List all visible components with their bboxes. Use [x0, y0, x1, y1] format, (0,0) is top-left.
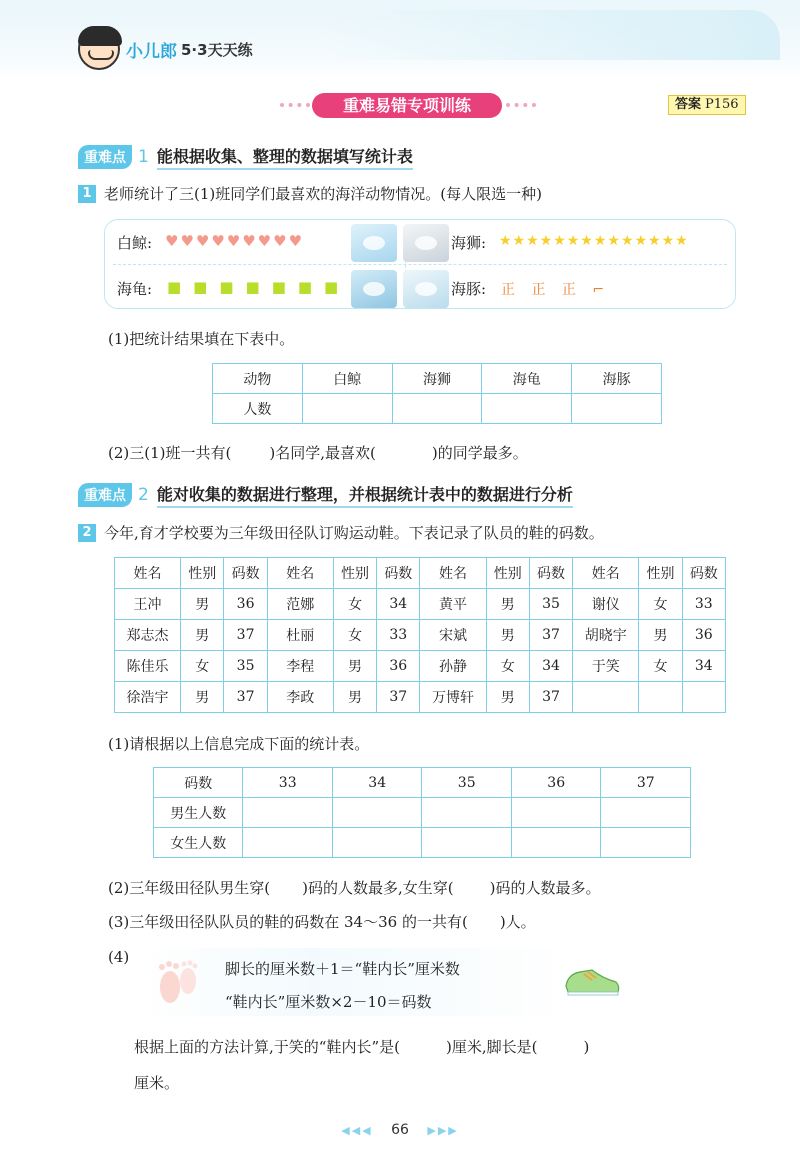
table-cell: 男 [639, 620, 682, 651]
question-number: 2 [78, 524, 96, 542]
question-text: 今年,育才学校要为三年级田径队订购运动鞋。下表记录了队员的鞋的码数。 [104, 524, 604, 542]
answer-cell[interactable] [422, 828, 512, 858]
table-cell: 男 [486, 589, 529, 620]
table-cell: 男 [333, 682, 376, 713]
page-title-block [280, 93, 540, 117]
brand-name: 小儿郎 [126, 41, 177, 62]
table-cell: 范娜 [267, 589, 333, 620]
table-cell: 男 [181, 620, 224, 651]
table-cell: 于笑 [573, 651, 639, 682]
table-cell: 女 [639, 651, 682, 682]
answer-cell[interactable] [332, 828, 422, 858]
answer-cell[interactable] [482, 394, 572, 424]
shoe-size-roster-table [114, 557, 726, 713]
answer-cell[interactable] [243, 798, 333, 828]
table-cell: 男 [181, 589, 224, 620]
table-cell: 宋斌 [420, 620, 486, 651]
answer-cell[interactable] [302, 394, 392, 424]
animal-count-table [212, 363, 662, 424]
table-header-cell: 姓名 [115, 558, 181, 589]
table-row [154, 768, 691, 798]
table-header-cell: 海龟 [482, 364, 572, 394]
table-header-cell: 白鲸 [302, 364, 392, 394]
table-cell: 36 [224, 589, 267, 620]
q1-sub2-text-a: (2)三(1)班一共有( [108, 444, 232, 462]
sea-turtle-picture [351, 270, 397, 308]
dolphin-label: 海豚: [451, 280, 487, 298]
page-number: 66 [391, 1122, 409, 1138]
table-header-cell: 35 [422, 768, 512, 798]
table-header-cell: 34 [332, 768, 422, 798]
answer-cell[interactable] [511, 828, 601, 858]
table-header-cell: 性别 [181, 558, 224, 589]
table-row [115, 620, 726, 651]
section-title: 能根据收集、整理的数据填写统计表 [157, 144, 413, 170]
table-cell: 万博轩 [420, 682, 486, 713]
table-header-cell: 码数 [154, 768, 243, 798]
table-cell: 33 [377, 620, 420, 651]
table-row [115, 682, 726, 713]
dots-right [506, 103, 536, 107]
table-cell: 37 [377, 682, 420, 713]
q2-sub1: (1)请根据以上信息完成下面的统计表。 [108, 735, 370, 753]
answer-cell[interactable] [422, 798, 512, 828]
table-cell: 杜丽 [267, 620, 333, 651]
star-icon: ★★★★★★★★★★★★★★ [499, 233, 689, 249]
section-title: 能对收集的数据进行整理，并根据统计表中的数据进行分析 [157, 482, 573, 508]
table-header-cell: 姓名 [420, 558, 486, 589]
q2-sub4-label: (4) [108, 948, 130, 966]
brand-logo [78, 28, 253, 70]
table-cell: 王冲 [115, 589, 181, 620]
tally-icon: 正 正 正 ⌐ [501, 282, 611, 298]
table-cell: 孙静 [420, 651, 486, 682]
table-cell: 34 [377, 589, 420, 620]
q2-sub3-text-b: )人。 [499, 913, 536, 931]
table-row [154, 798, 691, 828]
q2-sub3-text-a: (3)三年级田径队队员的鞋的码数在 34～36 的一共有( [108, 913, 468, 931]
table-row [213, 364, 662, 394]
table-header-cell: 37 [601, 768, 691, 798]
table-cell: 37 [529, 682, 572, 713]
answer-page: P156 [705, 97, 739, 112]
table-cell: 徐浩宇 [115, 682, 181, 713]
dolphin-picture [403, 270, 449, 308]
table-row [213, 394, 662, 424]
answer-cell[interactable] [572, 394, 662, 424]
q2-sub2-text-c: )码的人数最多。 [489, 879, 601, 897]
table-header-cell: 码数 [224, 558, 267, 589]
table-header-cell: 36 [511, 768, 601, 798]
heart-icon: ♥♥♥♥♥♥♥♥♥ [165, 232, 305, 250]
table-header-cell: 海狮 [392, 364, 482, 394]
sea-lion-picture [403, 224, 449, 262]
table-cell: 李政 [267, 682, 333, 713]
table-header-cell: 姓名 [267, 558, 333, 589]
q1-sub2-text-c: )的同学最多。 [431, 444, 528, 462]
dots-left [280, 103, 310, 107]
answer-cell[interactable] [392, 394, 482, 424]
table-header-cell: 33 [243, 768, 333, 798]
square-icon: ■■■■■■■ [167, 278, 351, 296]
left-arrows-icon: ◀◀◀ [341, 1124, 373, 1137]
q1-sub2 [108, 442, 528, 463]
table-cell [639, 682, 682, 713]
table-header-cell: 码数 [682, 558, 725, 589]
table-cell: 胡晓宇 [573, 620, 639, 651]
q2-sub2-text-a: (2)三年级田径队男生穿( [108, 879, 271, 897]
section-tag: 重难点 [78, 483, 132, 507]
table-header-cell: 性别 [333, 558, 376, 589]
question-text: 老师统计了三(1)班同学们最喜欢的海洋动物情况。(每人限选一种) [104, 185, 542, 203]
q2-sub2-text-b: )码的人数最多,女生穿( [302, 879, 454, 897]
whale-label: 白鲸: [117, 234, 153, 252]
animal-survey-box [104, 219, 736, 309]
table-row [115, 651, 726, 682]
section-2-heading [78, 482, 573, 508]
table-cell: 男 [181, 682, 224, 713]
section-1-heading [78, 144, 413, 170]
table-header-cell: 动物 [213, 364, 303, 394]
table-header-cell: 性别 [639, 558, 682, 589]
table-cell: 男 [333, 651, 376, 682]
table-cell: 34 [529, 651, 572, 682]
shoe-size-stat-table [153, 767, 691, 858]
question-number: 1 [78, 185, 96, 203]
table-cell: 35 [224, 651, 267, 682]
turtle-label: 海龟: [117, 280, 153, 298]
table-header-cell: 码数 [377, 558, 420, 589]
table-cell: 35 [529, 589, 572, 620]
beluga-whale-picture [351, 224, 397, 262]
table-cell: 黄平 [420, 589, 486, 620]
boy-mascot-icon [78, 28, 120, 70]
table-cell: 女 [333, 589, 376, 620]
answer-label: 答案 [675, 97, 702, 112]
table-cell: 36 [377, 651, 420, 682]
table-cell: 女 [181, 651, 224, 682]
table-cell: 李程 [267, 651, 333, 682]
section-tag: 重难点 [78, 145, 132, 169]
table-cell: 男 [486, 682, 529, 713]
series-name: 5·3天天练 [181, 40, 253, 59]
table-cell: 谢仪 [573, 589, 639, 620]
table-cell: 34 [682, 651, 725, 682]
answer-cell[interactable] [243, 828, 333, 858]
answer-reference [668, 95, 746, 115]
table-cell [682, 682, 725, 713]
footprint-icon [152, 955, 202, 1007]
table-cell: 男 [486, 620, 529, 651]
table-cell: 郑志杰 [115, 620, 181, 651]
q2-sub4-text-a: 根据上面的方法计算,于笑的“鞋内长”是( [134, 1038, 400, 1056]
right-arrows-icon: ▶▶▶ [427, 1124, 459, 1137]
table-row [115, 589, 726, 620]
table-cell [573, 682, 639, 713]
q2-sub3 [108, 911, 536, 932]
table-cell: 36 [682, 620, 725, 651]
q2-sub4-unit: 厘米。 [134, 1074, 180, 1092]
table-row-label: 男生人数 [154, 798, 243, 828]
answer-cell[interactable] [601, 828, 691, 858]
table-cell: 33 [682, 589, 725, 620]
table-row-label: 女生人数 [154, 828, 243, 858]
table-header-cell: 海豚 [572, 364, 662, 394]
answer-cell[interactable] [511, 798, 601, 828]
formula-line-2: “鞋内长”厘米数×2－10＝码数 [225, 993, 432, 1011]
table-row [115, 558, 726, 589]
page-number-footer [0, 1122, 800, 1138]
table-header-cell: 性别 [486, 558, 529, 589]
table-cell: 陈佳乐 [115, 651, 181, 682]
question-1 [78, 183, 542, 204]
table-row [154, 828, 691, 858]
answer-cell[interactable] [601, 798, 691, 828]
table-cell: 37 [224, 620, 267, 651]
table-cell: 女 [333, 620, 376, 651]
table-cell: 37 [224, 682, 267, 713]
section-number: 1 [138, 147, 149, 167]
section-number: 2 [138, 485, 149, 505]
sneaker-icon [562, 960, 622, 1000]
table-cell: 37 [529, 620, 572, 651]
question-2 [78, 522, 604, 543]
q1-sub2-text-b: )名同学,最喜欢( [269, 444, 376, 462]
table-header-cell: 姓名 [573, 558, 639, 589]
q1-sub1: (1)把统计结果填在下表中。 [108, 330, 295, 348]
table-row-label: 人数 [213, 394, 303, 424]
q2-sub4-text-c: ) [583, 1038, 590, 1056]
q2-sub4-question [134, 1036, 589, 1057]
q2-sub2 [108, 877, 600, 898]
answer-cell[interactable] [332, 798, 422, 828]
table-header-cell: 码数 [529, 558, 572, 589]
formula-line-1: 脚长的厘米数＋1＝“鞋内长”厘米数 [225, 960, 460, 978]
sealion-label: 海狮: [451, 234, 487, 252]
table-cell: 女 [486, 651, 529, 682]
table-cell: 女 [639, 589, 682, 620]
q2-sub4-text-b: )厘米,脚长是( [445, 1038, 538, 1056]
page-title: 重难易错专项训练 [312, 93, 502, 118]
